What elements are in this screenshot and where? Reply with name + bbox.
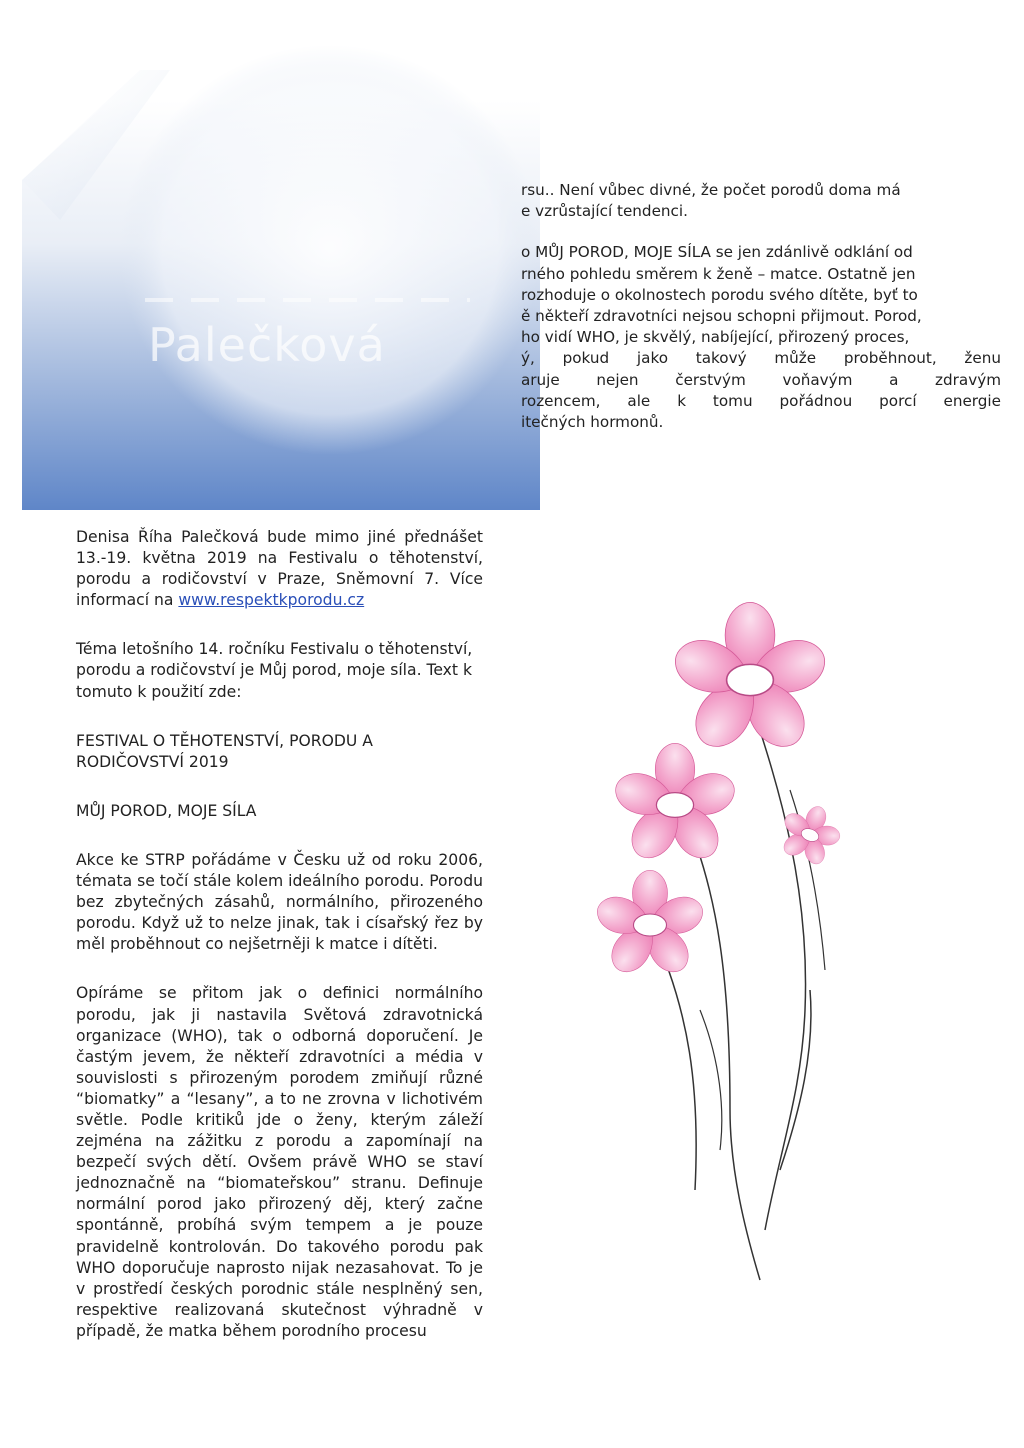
header-gradient-graphic (0, 60, 540, 510)
slogan: MŮJ POROD, MOJE SÍLA (76, 801, 257, 820)
main-text-column (76, 527, 483, 1363)
excerpt-line: ý, pokud jako takový může proběhnout, ženu (521, 349, 1001, 368)
author-surname-heading: Palečková (148, 318, 386, 372)
excerpt-line: rného pohledu směrem k ženě – matce. Ostatně jen (521, 264, 916, 283)
excerpt-line: aruje nejen čerstvým voňavým a zdravým (521, 370, 1001, 389)
strp-paragraph: Akce ke STRP pořádáme v Česku už od roku 2006, témata se točí stále kolem ideálního porodu. Porodu bez zbytečných zásahů, normálního, přirozeného porodu. Když už to nelze jinak, tak i císařský řez by měl proběhnout co nejšetrněji k matce i dítěti. (76, 850, 483, 954)
excerpt-line: itečných hormonů. (521, 413, 664, 432)
pink-flowers-image (580, 590, 860, 1290)
intro-paragraph (76, 527, 483, 611)
cropped-line: rsu.. Není vůbec divné, že počet porodů doma má (521, 181, 901, 199)
header-banner (0, 60, 540, 510)
flower-3 (593, 870, 708, 979)
excerpt-line: rozhoduje o okolnostech porodu svého dítěte, byť to (521, 285, 918, 304)
flowers-illustration (580, 590, 860, 1290)
intro-text: Denisa Říha Palečková bude mimo jiné přednášet 13.-19. května 2019 na Festivalu o těhotenství, porodu a rodičovství v Praze, Sněmovní 7. Více informací na (76, 528, 483, 610)
cropped-line: e vzrůstající tendenci. (521, 202, 688, 221)
festival-title: FESTIVAL O TĚHOTENSTVÍ, PORODU A RODIČOVSTVÍ 2019 (76, 731, 373, 771)
excerpt-line: rozencem, ale k tomu pořádnou porcí energie (521, 391, 1001, 410)
excerpt-line: o MŮJ POROD, MOJE SÍLA se jen zdánlivě odklání od (521, 243, 913, 262)
flower-1 (669, 602, 832, 757)
who-paragraph: Opíráme se přitom jak o definici normálního porodu, jak ji nastavila Světová zdravotnická organizace (WHO), tak o odborná doporučení. Je častým jevem, že někteří zdravotníci a média v souvislosti s přirozeným porodem zmiňují různé “biomatky” a “lesany”, a to ne zrovna v lichotivém světle. Podle kritiků jde o ženy, kterým záleží zejména na zážitku z porodu a zapomínají na bezpečí svých dětí. Ovšem právě WHO se staví jednoznačně na “biomateřskou” stranu. Definuje normální porod jako přirozený děj, který začne spontánně, probíhá svým tempem a je pouze pravidelně kontrolován. Do takového porodu pak WHO doporučuje naprosto nijak nezasahovat. To je v prostředí českých porodnic stále nesplněný sen, respektive realizovaná skutečnost výhradně v případě, že matka během porodního procesu (76, 984, 483, 1340)
excerpt-line: ho vidí WHO, je skvělý, nabíjející, přirozený proces, (521, 328, 910, 347)
theme-paragraph: Téma letošního 14. ročníku Festivalu o těhotenství, porodu a rodičovství je Můj porod, moje síla. Text k tomuto k použití zde: (76, 640, 473, 701)
excerpt-line: ě někteří zdravotníci nejsou schopni přijmout. Porod, (521, 307, 922, 326)
festival-website-link[interactable]: www.respektkporodu.cz (178, 591, 365, 610)
flower-2 (610, 743, 740, 866)
header-text-excerpt (521, 180, 1001, 450)
